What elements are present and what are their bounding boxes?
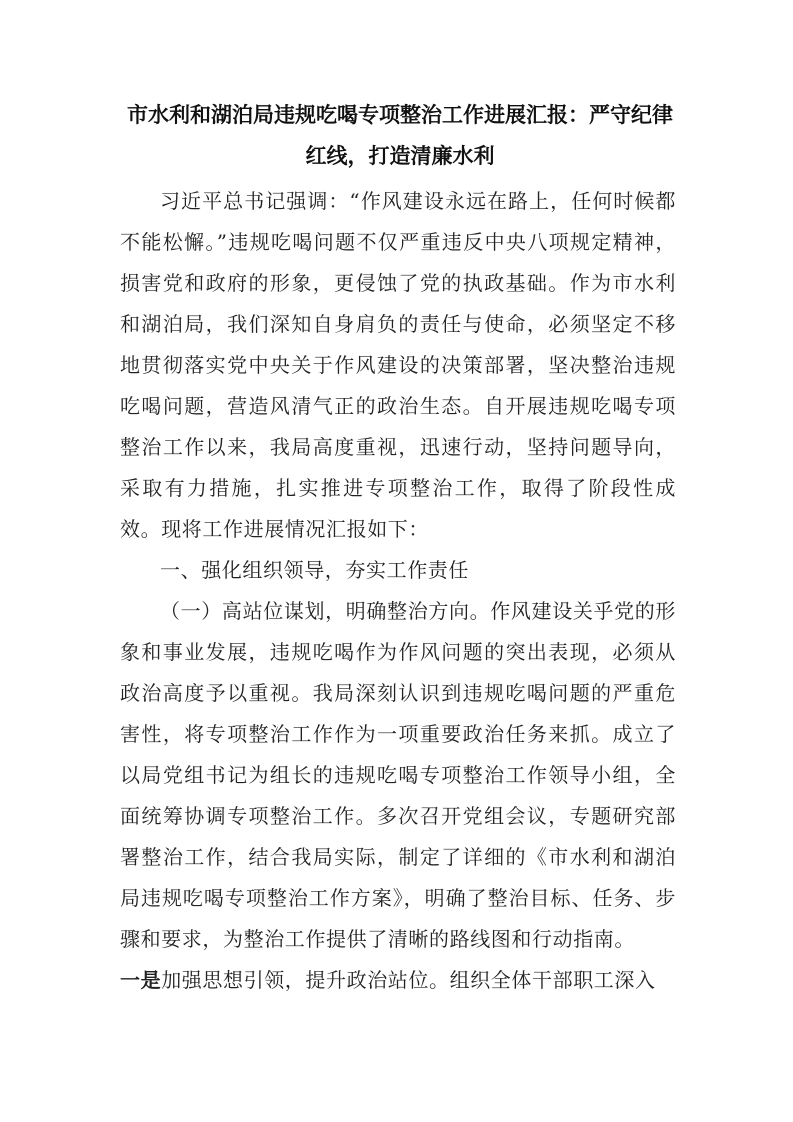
intro-paragraph: 习近平总书记强调：“作风建设永远在路上，任何时候都不能松懈。”违规吃喝问题不仅严重违反中央八项规定精神，损害党和政府的形象，更侵蚀了党的执政基础。作为市水利和湖泊局，我们深知自身肩负的责任与使命，必须坚定不移地贯彻落实党中央关于作风建设的决策部署，坚决整治违规吃喝问题，营造风清气正的政治生态。自开展违规吃喝专项整治工作以来，我局高度重视，迅速行动，坚持问题导向，采取有力措施，扎实推进专项整治工作，取得了阶段性成效。现将工作进展情况汇报如下： <box>120 189 676 541</box>
document-body <box>120 181 676 1001</box>
section-heading: 一、强化组织领导，夯实工作责任 <box>160 558 469 582</box>
point-paragraph <box>120 960 676 1001</box>
point-lead: 一是 <box>120 968 162 992</box>
point-text: 加强思想引领，提升政治站位。组织全体干部职工深入 <box>161 968 656 992</box>
document-title: 市水利和湖泊局违规吃喝专项整治工作进展汇报：严守纪律红线，打造清廉水利 <box>127 102 673 168</box>
subsection-paragraph: （一）高站位谋划，明确整治方向。作风建设关乎党的形象和事业发展，违规吃喝作为作风问题的突出表现，必须从政治高度予以重视。我局深刻认识到违规吃喝问题的严重危害性，将专项整治工作作为一项重要政治任务来抓。成立了以局党组书记为组长的违规吃喝专项整治工作领导小组，全面统筹协调专项整治工作。多次召开党组会议，专题研究部署整治工作，结合我局实际，制定了详细的《市水利和湖泊局违规吃喝专项整治工作方案》，明确了整治目标、任务、步骤和要求，为整治工作提供了清晰的路线图和行动指南。 <box>120 599 676 951</box>
